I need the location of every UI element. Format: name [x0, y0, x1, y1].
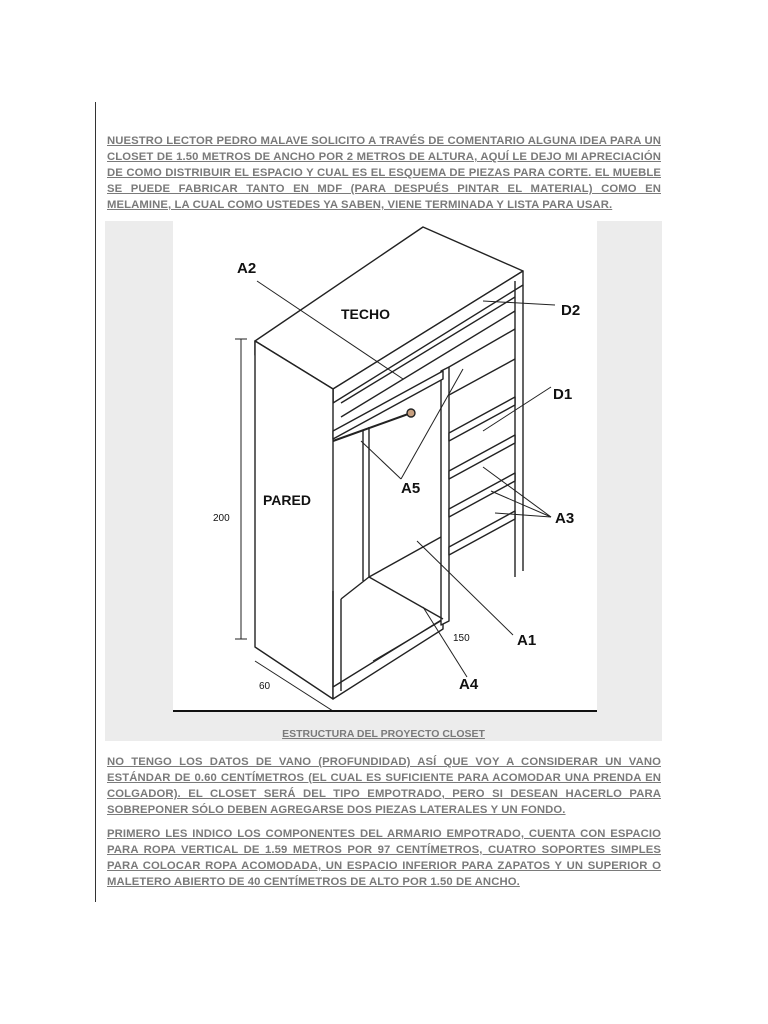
paragraph-components: PRIMERO LES INDICO LOS COMPONENTES DEL ARMARIO EMPOTRADO, CUENTA CON ESPACIO PARA ROPA VERTICAL DE 1.59 METROS POR 97 CENTÍMETROS, CUATRO SOPORTES SIMPLES PARA COLOCAR ROPA ACOMODADA, UN ESPACIO INFERIOR PARA ZAPATOS Y UN SUPERIOR O MALETERO ABIERTO DE 40 CENTÍMETROS DE ALTO POR 1.50 DE ANCHO. — [107, 828, 661, 888]
bottom-edge — [333, 619, 443, 699]
figure-caption: ESTRUCTURA DEL PROYECTO CLOSET — [282, 728, 485, 740]
shelf-1 — [449, 397, 515, 441]
left-side-panel — [255, 341, 333, 699]
shelf-4 — [449, 511, 515, 555]
page-margin-line — [95, 102, 96, 902]
closet-diagram — [173, 221, 597, 711]
label-pared: PARED — [263, 492, 311, 508]
label-d1: D1 — [553, 386, 573, 403]
label-techo: TECHO — [341, 306, 390, 322]
dimension-depth: 60 — [259, 681, 271, 692]
paragraph-vano: NO TENGO LOS DATOS DE VANO (PROFUNDIDAD) ASÍ QUE VOY A CONSIDERAR UN VANO ESTÁNDAR DE 0.60 CENTÍMETROS (EL CUAL ES SUFICIENTE PARA ACOMODAR UNA PRENDA EN COLGADOR). EL CLOSET SERÁ DEL TIPO EMPOTRADO, PERO SI DESEAN HACERLO PARA SOBREPONER SÓLO DEBEN AGREGARSE DOS PIEZAS LATERALES Y UN FONDO. — [107, 756, 661, 816]
shelf-2 — [449, 435, 515, 479]
label-a2: A2 — [237, 260, 257, 277]
label-d2: D2 — [561, 302, 581, 319]
dimension-height: 200 — [213, 513, 230, 524]
label-a3: A3 — [555, 510, 575, 527]
intro-paragraph: NUESTRO LECTOR PEDRO MALAVE SOLICITO A TRAVÉS DE COMENTARIO ALGUNA IDEA PARA UN CLOSET DE 1.50 METROS DE ANCHO POR 2 METROS DE ALTURA, AQUÍ LE DEJO MI APRECIACIÓN DE COMO DISTRIBUIR EL ESPACIO Y CUAL ES EL ESQUEMA DE PIEZAS PARA CORTE. EL MUEBLE SE PUEDE FABRICAR TANTO EN MDF (PARA DESPUÉS PINTAR EL MATERIAL) COMO EN MELAMINE, LA CUAL COMO USTEDES YA SABEN, VIENE TERMINADA Y LISTA PARA USAR. — [107, 135, 661, 211]
label-a4: A4 — [459, 676, 479, 693]
figure-baseline-rule — [173, 710, 597, 712]
dimension-width: 150 — [453, 633, 470, 644]
label-a1: A1 — [517, 632, 537, 649]
closet-drawing — [173, 221, 597, 711]
shelf-3 — [449, 473, 515, 517]
label-a5: A5 — [401, 480, 421, 497]
figure-panel — [105, 221, 662, 741]
